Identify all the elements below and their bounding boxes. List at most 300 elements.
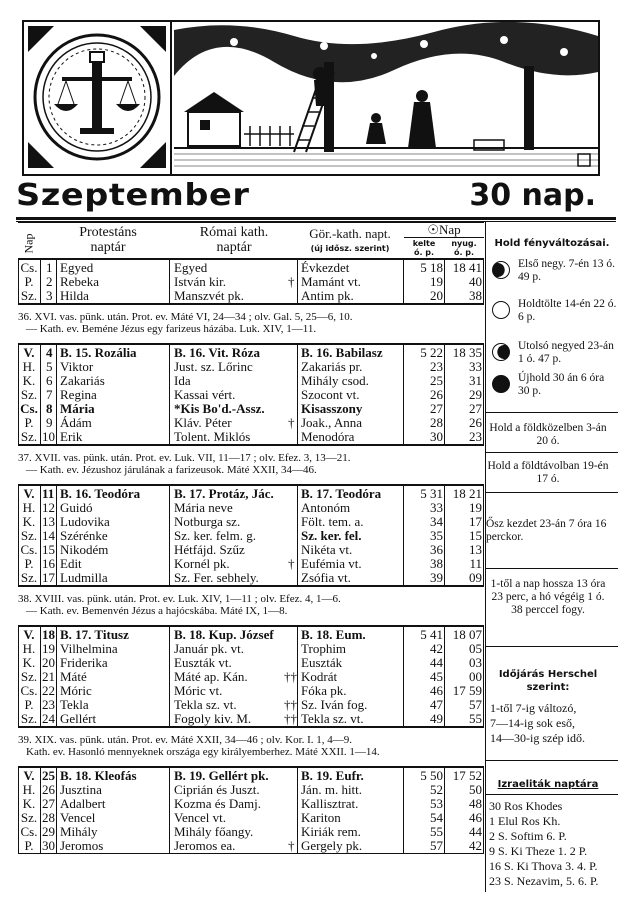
gospel-note: Kath. ev. Hasonló mennyeknek országa egy királyemberhez. Máté XXII. 1—14. xyxy=(26,746,380,758)
orchard-harvest-illustration xyxy=(174,22,598,174)
fast-day-mark: †† xyxy=(284,697,297,712)
moon-phases-title: Hold fényváltozásai. xyxy=(494,238,610,249)
sunset-time: 17 xyxy=(469,514,482,529)
sunrise-time: 39 xyxy=(430,570,443,585)
weekday-abbr: H. xyxy=(22,782,36,797)
catholic-name: B. 18. Kup. József xyxy=(174,627,274,642)
sunset-time: 29 xyxy=(469,387,482,402)
sunrise-time: 28 xyxy=(430,415,443,430)
sunset-time: 48 xyxy=(469,796,482,811)
table-left-line xyxy=(18,345,19,444)
day-row xyxy=(18,515,484,529)
header-protestans: Protestáns xyxy=(79,225,137,240)
sunset-time: 55 xyxy=(469,711,482,726)
catholic-name: Hétfájd. Szűz xyxy=(174,542,245,557)
greek-catholic-name: Euszták xyxy=(301,655,343,670)
protestant-name: Rebeka xyxy=(60,274,99,289)
sunset-time: 44 xyxy=(469,824,482,839)
weekday-abbr: Cs. xyxy=(20,401,38,416)
sidebar-left-line xyxy=(485,222,486,892)
protestant-name: Nikodém xyxy=(60,542,109,557)
full-moon-icon xyxy=(492,301,510,319)
gospel-note: 36. XVI. vas. pünk. után. Prot. ev. Máté VI, 24—34 ; olv. Gal. 5, 25—6, 10. xyxy=(18,311,353,323)
sunset-time: 19 xyxy=(469,500,482,515)
column-line xyxy=(403,260,404,303)
sidebar-divider xyxy=(486,794,618,795)
daylength-note: 1-től a nap hossza 13 óra 23 perc, a hó végéig 1 ó. 38 perccel fogy. xyxy=(490,578,606,616)
week-bottom-line xyxy=(18,303,484,305)
header-nap: Nap xyxy=(21,233,36,254)
protestant-name: Ludmilla xyxy=(60,570,108,585)
protestant-name: Móric xyxy=(60,683,92,698)
day-row xyxy=(18,839,484,853)
table-bottom-line xyxy=(18,853,484,854)
day-number: 12 xyxy=(42,500,55,515)
week-bottom-line xyxy=(18,726,484,728)
first-quarter-moon-icon xyxy=(492,261,510,279)
sunset-time: 15 xyxy=(469,528,482,543)
weekday-abbr: K. xyxy=(22,796,36,811)
fast-day-mark: †† xyxy=(284,711,297,726)
day-number: 30 xyxy=(42,838,55,853)
catholic-name: Fogoly kiv. M. xyxy=(174,711,252,726)
sunrise-time: 5 22 xyxy=(420,345,443,360)
weekday-abbr: K. xyxy=(22,655,36,670)
protestant-name: B. 17. Titusz xyxy=(60,627,129,642)
sunrise-time: 5 50 xyxy=(420,768,443,783)
sunset-time: 33 xyxy=(469,359,482,374)
weekday-abbr: Cs. xyxy=(20,824,38,839)
header-op1: ó. p. xyxy=(413,248,435,257)
gospel-note: 37. XVII. vas. pünk. után. Prot. ev. Luk. VII, 11—17 ; olv. Efez. 3, 13—21. xyxy=(18,452,351,464)
protestant-name: Szérénke xyxy=(60,528,108,543)
jewish-calendar-entry: 9 S. Ki Theze 1. 2 P. xyxy=(489,844,588,858)
sunrise-time: 34 xyxy=(430,514,443,529)
table-left-line xyxy=(18,627,19,726)
protestant-name: Vilhelmina xyxy=(60,641,118,656)
day-row xyxy=(18,261,484,275)
fast-day-mark: † xyxy=(288,838,295,853)
weekday-abbr: Sz. xyxy=(20,810,38,825)
day-number: 6 xyxy=(46,373,53,388)
day-row xyxy=(18,501,484,515)
catholic-name: Kornél pk. xyxy=(174,556,230,571)
sidebar-divider xyxy=(486,568,618,569)
day-number: 16 xyxy=(42,556,55,571)
sidebar-divider xyxy=(486,646,618,647)
sunrise-time: 49 xyxy=(430,711,443,726)
protestant-name: Mihály xyxy=(60,824,98,839)
sunset-time: 17 52 xyxy=(452,768,482,783)
day-row xyxy=(18,275,484,289)
column-line xyxy=(444,486,445,585)
greek-catholic-name: Menodóra xyxy=(301,429,355,444)
greek-catholic-name: B. 17. Teodóra xyxy=(301,486,382,501)
catholic-name: Egyed xyxy=(174,260,208,275)
day-row xyxy=(18,529,484,543)
day-row xyxy=(18,811,484,825)
weekday-abbr: P. xyxy=(24,274,34,289)
greek-catholic-name: Kisasszony xyxy=(301,401,363,416)
sunset-time: 38 xyxy=(469,288,482,303)
column-line xyxy=(403,345,404,444)
greek-catholic-name: Nikéta vt. xyxy=(301,542,353,557)
calendar-table xyxy=(18,222,484,892)
sunset-time: 18 41 xyxy=(452,260,482,275)
weekday-abbr: Cs. xyxy=(20,542,38,557)
sunset-time: 46 xyxy=(469,810,482,825)
title-rule xyxy=(16,217,616,220)
weekday-abbr: P. xyxy=(24,697,34,712)
gospel-note: — Kath. ev. Bemenvén Jézus a hajócskába. Máté IX, 1—8. xyxy=(26,605,288,617)
fast-day-mark: † xyxy=(288,556,295,571)
table-right-line xyxy=(483,260,484,303)
table-left-line xyxy=(18,260,19,303)
table-right-line xyxy=(483,768,484,853)
column-line xyxy=(169,768,170,853)
greek-catholic-name: Mihály csod. xyxy=(301,373,369,388)
sunrise-time: 52 xyxy=(430,782,443,797)
catholic-name: Kassai vért. xyxy=(174,387,236,402)
column-line xyxy=(56,768,57,853)
header-kelte: kelte xyxy=(412,239,436,248)
protestant-name: Hilda xyxy=(60,288,89,303)
moon-phase-text: Első negy. 7-én 13 ó. 49 p. xyxy=(518,258,615,283)
weather-line: 14—30-ig szép idő. xyxy=(490,731,585,745)
sunrise-time: 44 xyxy=(430,655,443,670)
day-row xyxy=(18,656,484,670)
catholic-name: Mihály főangy. xyxy=(174,824,254,839)
greek-catholic-name: Mamánt vt. xyxy=(301,274,361,289)
column-line xyxy=(444,345,445,444)
weather-title: Időjárás Herschel szerint: xyxy=(498,669,598,693)
protestant-name: Guidó xyxy=(60,500,93,515)
protestant-name: Tekla xyxy=(60,697,89,712)
column-line xyxy=(297,260,298,303)
moon-phase-text: Holdtölte 14-én 22 ó. 6 p. xyxy=(518,298,617,323)
column-line xyxy=(444,260,445,303)
sunrise-time: 20 xyxy=(430,288,443,303)
catholic-name: B. 19. Gellért pk. xyxy=(174,768,269,783)
gospel-note: 39. XIX. vas. pünk. után. Prot. ev. Máté XXII, 34—46 ; olv. Kor. I. 1, 4—9. xyxy=(18,734,353,746)
day-row xyxy=(18,402,484,416)
day-row xyxy=(18,712,484,726)
sunrise-time: 25 xyxy=(430,373,443,388)
day-number: 13 xyxy=(42,514,55,529)
day-row xyxy=(18,769,484,783)
table-left-line xyxy=(18,768,19,853)
sunrise-time: 5 41 xyxy=(420,627,443,642)
day-row xyxy=(18,388,484,402)
sunset-time: 13 xyxy=(469,542,482,557)
column-line xyxy=(444,627,445,726)
greek-catholic-name: Antonóm xyxy=(301,500,351,515)
column-line xyxy=(56,486,57,585)
catholic-name: Móric vt. xyxy=(174,683,223,698)
catholic-name: Máté ap. Kán. xyxy=(174,669,248,684)
protestant-name: Ádám xyxy=(60,415,92,430)
greek-catholic-name: Kodrát xyxy=(301,669,338,684)
sunset-time: 57 xyxy=(469,697,482,712)
fast-day-mark: † xyxy=(288,274,295,289)
header-gor: Gör.-kath. napt. xyxy=(309,226,391,241)
catholic-name: Manszvét pk. xyxy=(174,288,245,303)
day-number: 4 xyxy=(46,345,53,360)
sunrise-time: 46 xyxy=(430,683,443,698)
day-number: 11 xyxy=(42,486,55,501)
column-line xyxy=(56,627,57,726)
libra-zodiac-emblem xyxy=(24,22,172,174)
catholic-name: Mária neve xyxy=(174,500,233,515)
sunset-time: 17 59 xyxy=(452,683,482,698)
protestant-name: B. 15. Rozália xyxy=(60,345,137,360)
protestant-name: Erik xyxy=(60,429,83,444)
column-line xyxy=(56,260,57,303)
weekday-abbr: K. xyxy=(22,514,36,529)
protestant-name: Gellért xyxy=(60,711,97,726)
weekday-abbr: Sz. xyxy=(20,570,38,585)
protestant-name: Máté xyxy=(60,669,87,684)
moon-phase-text: Újhold 30 án 6 óra 30 p. xyxy=(518,372,605,397)
greek-catholic-name: Zsófia vt. xyxy=(301,570,351,585)
catholic-name: B. 16. Vit. Róza xyxy=(174,345,260,360)
sunset-time: 50 xyxy=(469,782,482,797)
catholic-name: Ciprián és Juszt. xyxy=(174,782,260,797)
sunrise-time: 42 xyxy=(430,641,443,656)
column-line xyxy=(403,486,404,585)
weekday-abbr: Sz. xyxy=(20,387,38,402)
gospel-note: — Kath. ev. Beméne Jézus egy farizeus házába. Luk. XIV, 1—11. xyxy=(26,323,317,335)
catholic-name: Kozma és Damj. xyxy=(174,796,262,811)
header-romai-sub: naptár xyxy=(216,240,252,255)
catholic-name: Kláv. Péter xyxy=(174,415,232,430)
day-number: 15 xyxy=(42,542,55,557)
catholic-name: Euszták vt. xyxy=(174,655,232,670)
sunset-time: 42 xyxy=(469,838,482,853)
greek-catholic-name: Tekla sz. vt. xyxy=(301,711,364,726)
greek-catholic-name: B. 19. Eufr. xyxy=(301,768,364,783)
sunrise-time: 38 xyxy=(430,556,443,571)
greek-catholic-name: Gergely pk. xyxy=(301,838,363,853)
sunset-time: 27 xyxy=(469,401,482,416)
weekday-abbr: V. xyxy=(23,345,35,360)
days-count: 30 nap. xyxy=(469,178,596,213)
sunset-time: 09 xyxy=(469,570,482,585)
day-number: 5 xyxy=(46,359,53,374)
day-number: 2 xyxy=(46,274,53,289)
protestant-name: Viktor xyxy=(60,359,94,374)
weekday-abbr: H. xyxy=(22,359,36,374)
gospel-note: 38. XVIII. vas. pünk. után. Prot. ev. Luk. XIV, 1—11 ; olv. Efez. 4, 1—6. xyxy=(18,593,341,605)
sunset-time: 00 xyxy=(469,669,482,684)
day-number: 25 xyxy=(42,768,55,783)
weekday-abbr: P. xyxy=(24,415,34,430)
day-row xyxy=(18,487,484,501)
header-romai: Római kath. xyxy=(199,225,269,240)
catholic-name: Sz. Fer. sebhely. xyxy=(174,570,259,585)
column-line xyxy=(169,260,170,303)
sidebar-divider xyxy=(486,760,618,761)
catholic-name: Sz. ker. felm. g. xyxy=(174,528,256,543)
fast-day-mark: † xyxy=(288,415,295,430)
sunset-time: 40 xyxy=(469,274,482,289)
table-right-line xyxy=(483,486,484,585)
sunset-time: 18 35 xyxy=(452,345,482,360)
day-row xyxy=(18,430,484,444)
protestant-name: B. 18. Kleofás xyxy=(60,768,137,783)
weekday-abbr: V. xyxy=(23,768,35,783)
sunset-time: 18 07 xyxy=(452,627,482,642)
day-number: 29 xyxy=(42,824,55,839)
day-number: 20 xyxy=(42,655,55,670)
weekday-abbr: Sz. xyxy=(20,669,38,684)
column-line xyxy=(297,627,298,726)
greek-catholic-name: Évkezdet xyxy=(301,260,350,275)
header-protestans-sub: naptár xyxy=(90,240,126,255)
sunrise-time: 19 xyxy=(430,274,443,289)
greek-catholic-name: Joak., Anna xyxy=(301,415,363,430)
jewish-calendar-entry: 1 Elul Ros Kh. xyxy=(489,814,561,828)
sunset-time: 05 xyxy=(469,641,482,656)
day-row xyxy=(18,543,484,557)
sunrise-time: 53 xyxy=(430,796,443,811)
header-nyug: nyug. xyxy=(451,239,477,248)
greek-catholic-name: Zakariás pr. xyxy=(301,359,363,374)
jewish-calendar-entry: 30 Ros Khodes xyxy=(489,799,563,813)
week-bottom-line xyxy=(18,444,484,446)
protestant-name: Ludovika xyxy=(60,514,110,529)
sunrise-time: 26 xyxy=(430,387,443,402)
catholic-name: István kir. xyxy=(174,274,226,289)
column-line xyxy=(40,627,41,726)
column-line xyxy=(56,345,57,444)
day-row xyxy=(18,684,484,698)
sunrise-time: 45 xyxy=(430,669,443,684)
sunrise-time: 36 xyxy=(430,542,443,557)
header-sun: ☉Nap xyxy=(427,222,461,237)
moon-phase-text: Utolsó negyed 23-án 1 ó. 47 p. xyxy=(518,340,614,365)
day-number: 19 xyxy=(42,641,55,656)
protestant-name: Egyed xyxy=(60,260,94,275)
sidebar-divider xyxy=(486,412,618,413)
weekday-abbr: H. xyxy=(22,500,36,515)
sunrise-time: 23 xyxy=(430,359,443,374)
greek-catholic-name: Fölt. tem. a. xyxy=(301,514,364,529)
day-row xyxy=(18,374,484,388)
sunrise-time: 35 xyxy=(430,528,443,543)
month-title: Szeptember xyxy=(16,178,250,213)
weekday-abbr: Cs. xyxy=(20,260,38,275)
perigee-note: Hold a földközelben 3-án 20 ó. xyxy=(489,422,607,447)
jewish-calendar-entry: 16 S. Ki Thova 3. 4. P. xyxy=(489,859,598,873)
day-number: 1 xyxy=(46,260,53,275)
protestant-name: Regina xyxy=(60,387,97,402)
day-row xyxy=(18,557,484,571)
day-row xyxy=(18,825,484,839)
day-number: 14 xyxy=(42,528,55,543)
sunrise-time: 33 xyxy=(430,500,443,515)
catholic-name: Jeromos ea. xyxy=(174,838,236,853)
greek-catholic-name: Eufémia vt. xyxy=(301,556,362,571)
day-row xyxy=(18,416,484,430)
sunrise-time: 5 31 xyxy=(420,486,443,501)
greek-catholic-name: Sz. ker. fel. xyxy=(301,528,362,543)
greek-catholic-name: B. 16. Babilasz xyxy=(301,345,383,360)
jewish-calendar-entry: 2 S. Softim 6. P. xyxy=(489,829,567,843)
day-number: 3 xyxy=(46,288,53,303)
greek-catholic-name: Kariton xyxy=(301,810,341,825)
day-number: 10 xyxy=(42,429,55,444)
weather-line: 1-től 7-ig változó, xyxy=(490,701,577,715)
greek-catholic-name: Ján. m. hitt. xyxy=(301,782,363,797)
column-line xyxy=(403,627,404,726)
catholic-name: Ida xyxy=(174,373,191,388)
protestant-name: Jusztina xyxy=(60,782,102,797)
weekday-abbr: V. xyxy=(23,627,35,642)
greek-catholic-name: Fóka pk. xyxy=(301,683,347,698)
day-row xyxy=(18,797,484,811)
sunset-time: 11 xyxy=(469,556,482,571)
sunrise-time: 47 xyxy=(430,697,443,712)
protestant-name: Mária xyxy=(60,401,95,416)
weekday-abbr: Sz. xyxy=(20,711,38,726)
greek-catholic-name: Kiriák rem. xyxy=(301,824,361,839)
day-number: 27 xyxy=(42,796,55,811)
jewish-calendar-title: Izraeliták naptára xyxy=(497,779,599,790)
greek-catholic-name: Kallisztrat. xyxy=(301,796,359,811)
column-line xyxy=(297,345,298,444)
day-number: 22 xyxy=(42,683,55,698)
header-gor-sub: (új idősz. szerint) xyxy=(310,244,390,253)
sunrise-time: 57 xyxy=(430,838,443,853)
day-number: 24 xyxy=(42,711,55,726)
day-number: 28 xyxy=(42,810,55,825)
week-bottom-line xyxy=(18,585,484,587)
column-line xyxy=(444,768,445,853)
day-number: 7 xyxy=(46,387,53,402)
last-quarter-moon-icon xyxy=(492,343,510,361)
column-line xyxy=(40,768,41,853)
day-number: 18 xyxy=(42,627,55,642)
catholic-name: Just. sz. Lőrinc xyxy=(174,359,253,374)
weekday-abbr: P. xyxy=(24,556,34,571)
column-line xyxy=(297,768,298,853)
protestant-name: Jeromos xyxy=(60,838,104,853)
greek-catholic-name: Antim pk. xyxy=(301,288,354,303)
day-number: 17 xyxy=(42,570,55,585)
sunrise-time: 55 xyxy=(430,824,443,839)
protestant-name: Adalbert xyxy=(60,796,106,811)
day-number: 26 xyxy=(42,782,55,797)
sunset-time: 23 xyxy=(469,429,482,444)
day-number: 23 xyxy=(42,697,55,712)
new-moon-icon xyxy=(492,375,510,393)
weekday-abbr: P. xyxy=(24,838,34,853)
weekday-abbr: Sz. xyxy=(20,288,38,303)
weekday-abbr: Sz. xyxy=(20,528,38,543)
table-left-line xyxy=(18,486,19,585)
catholic-name: B. 17. Protáz, Jác. xyxy=(174,486,274,501)
sunrise-time: 27 xyxy=(430,401,443,416)
column-line xyxy=(40,486,41,585)
catholic-name: Vencel vt. xyxy=(174,810,226,825)
jewish-calendar-entry: 23 S. Nezavim, 5. 6. P. xyxy=(489,874,599,888)
day-number: 8 xyxy=(46,401,53,416)
protestant-name: Edit xyxy=(60,556,82,571)
day-number: 9 xyxy=(46,415,53,430)
day-row xyxy=(18,670,484,684)
day-row xyxy=(18,360,484,374)
